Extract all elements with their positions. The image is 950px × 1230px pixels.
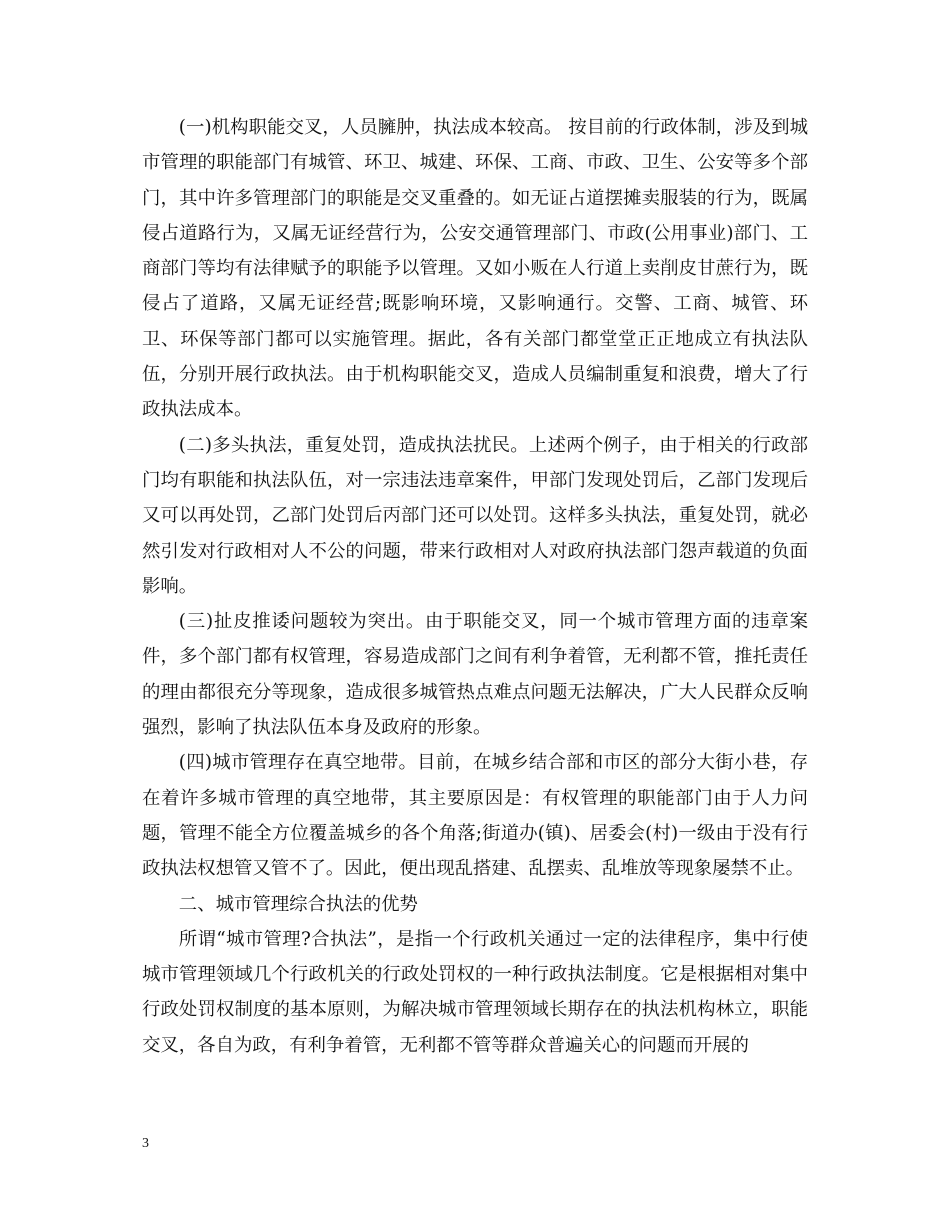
paragraph-4: (四)城市管理存在真空地带。目前，在城乡结合部和市区的部分大街小巷，存在着许多城市管理的真空地带，其主要原因是：有权管理的职能部门由于人力问题，管理不能全方位覆盖城乡的各个角落;街道办(镇)、居委会(村)一级由于没有行政执法权想管又管不了。因此，便出现乱搭建、乱摆卖、乱堆放等现象屡禁不止。 (142, 752, 808, 880)
page-number: 3 (142, 1136, 149, 1151)
paragraph-1: (一)机构职能交叉，人员臃肿，执法成本较高。 按目前的行政体制，涉及到城市管理的职能部门有城管、环卫、城建、环保、工商、市政、卫生、公安等多个部门，其中许多管理部门的职能是交叉重叠的。如无证占道摆摊卖服装的行为，既属侵占道路行为，又属无证经营行为，公安交通管理部门、市政(公用事业)部门、工商部门等均有法律赋予的职能予以管理。又如小贩在人行道上卖削皮甘蔗行为，既侵占了道路，又属无证经营;既影响环境，又影响通行。交警、工商、城管、环卫、环保等部门都可以实施管理。据此，各有关部门都堂堂正正地成立有执法队伍，分别开展行政执法。由于机构职能交叉，造成人员编制重复和浪费，增大了行政执法成本。 (142, 117, 808, 421)
paragraph-2: (二)多头执法，重复处罚，造成执法扰民。上述两个例子，由于相关的行政部门均有职能和执法队伍，对一宗违法违章案件，甲部门发现处罚后，乙部门发现后又可以再处罚，乙部门处罚后丙部门还可以处罚。这样多头执法，重复处罚，就必然引发对行政相对人不公的问题，带来行政相对人对政府执法部门怨声载道的负面影响。 (142, 434, 808, 597)
paragraph-3: (三)扯皮推诿问题较为突出。由于职能交叉，同一个城市管理方面的违章案件，多个部门都有权管理，容易造成部门之间有利争着管，无利都不管，推托责任的理由都很充分等现象，造成很多城管热点难点问题无法解决，广大人民群众反响强烈，影响了执法队伍本身及政府的形象。 (142, 611, 808, 739)
paragraph-5: 所谓“城市管理?合执法”，是指一个行政机关通过一定的法律程序，集中行使城市管理领域几个行政机关的行政处罚权的一种行政执法制度。它是根据相对集中行政处罚权制度的基本原则，为解决城市管理领域长期存在的执法机构林立，职能交叉，各自为政，有利争着管，无利都不管等群众普遍关心的问题而开展的 (142, 928, 808, 1056)
section-heading: 二、城市管理综合执法的优势 (178, 893, 418, 915)
page-body (142, 110, 808, 1063)
